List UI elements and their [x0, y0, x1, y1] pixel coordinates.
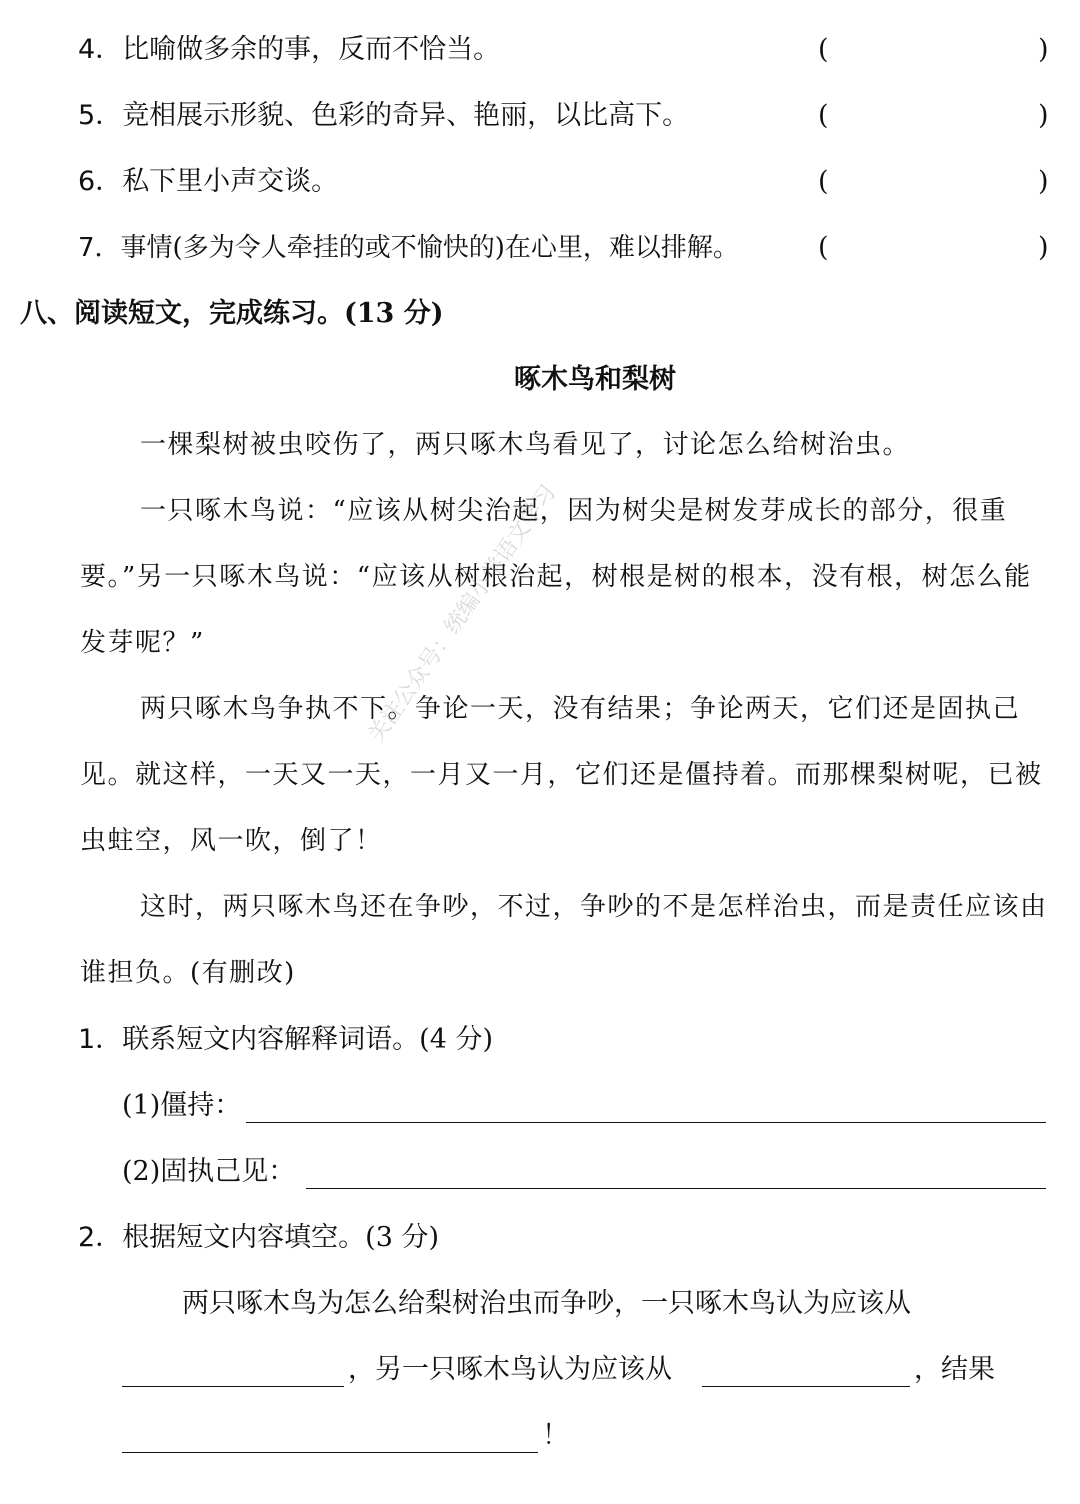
- item-5-answer-open[interactable]: (: [818, 100, 829, 131]
- fill-line-1: [182, 1284, 911, 1324]
- item-5: [78, 96, 689, 136]
- item-4-answer-open[interactable]: (: [818, 34, 829, 65]
- item-4: [78, 30, 500, 70]
- sub-2-answer-line[interactable]: [306, 1158, 1046, 1189]
- watermark: 关注公众号：统编小学语文学习: [364, 480, 562, 748]
- item-5-answer-close: ): [1038, 100, 1049, 131]
- fill-part-3: ，结果: [914, 1354, 995, 1385]
- fill-blank-1[interactable]: [122, 1356, 344, 1387]
- item-6-text: 私下里小声交谈。: [122, 166, 339, 197]
- fill-part-2: ，另一只啄木鸟认为应该从: [348, 1354, 672, 1385]
- item-5-text: 竞相展示形貌、色彩的奇异、艳丽，以比高下。: [122, 100, 690, 131]
- fill-end: ！: [542, 1420, 569, 1451]
- question-2-text: 根据短文内容填空。(3 分): [122, 1222, 440, 1253]
- story-title: 啄木鸟和梨树: [514, 364, 676, 395]
- story-paragraph-2: 一只啄木鸟说：“应该从树尖治起，因为树尖是树发芽成长的部分，很重要。”另一只啄木鸟说：“应该从树根治起，树根是树的根本，没有根，树怎么能发芽呢？”: [80, 496, 1032, 658]
- story-body: [80, 412, 1050, 1006]
- question-1: [78, 1020, 493, 1060]
- fill-part-1: 两只啄木鸟为怎么给梨树治虫而争吵，一只啄木鸟认为应该从: [182, 1288, 911, 1319]
- question-2-number: 2．: [78, 1222, 123, 1253]
- question-2: [78, 1218, 439, 1258]
- fill-blank-2[interactable]: [702, 1356, 910, 1387]
- sub-2-label: (2)固执己见：: [122, 1156, 296, 1187]
- question-1-text: 联系短文内容解释词语。(4 分): [122, 1024, 494, 1055]
- story-paragraph-1: 一棵梨树被虫咬伤了，两只啄木鸟看见了，讨论怎么给树治虫。: [140, 430, 911, 460]
- story-paragraph-4: 这时，两只啄木鸟还在争吵，不过，争吵的不是怎样治虫，而是责任应该由谁担负。(有删改): [80, 892, 1048, 988]
- sub-1-label: (1)僵持：: [122, 1090, 242, 1121]
- item-6: [78, 162, 338, 202]
- question-1-sub-2: [122, 1152, 295, 1192]
- item-7-text: 事情(多为令人牵挂的或不愉快的)在心里，难以排解。: [120, 233, 739, 263]
- item-4-number: 4．: [78, 34, 123, 65]
- question-1-number: 1．: [78, 1024, 123, 1055]
- item-7-number: 7．: [78, 233, 121, 263]
- item-5-number: 5．: [78, 100, 123, 131]
- question-1-sub-1: [122, 1086, 241, 1126]
- section-heading: 八、阅读短文，完成练习。(13 分): [20, 298, 444, 329]
- item-7-answer-open[interactable]: (: [818, 232, 829, 263]
- item-6-answer-close: ): [1038, 166, 1049, 197]
- fill-blank-3[interactable]: [122, 1422, 538, 1453]
- item-6-number: 6．: [78, 166, 123, 197]
- item-7: [78, 228, 739, 268]
- sub-1-answer-line[interactable]: [246, 1092, 1046, 1123]
- story-paragraph-3: 两只啄木鸟争执不下。争论一天，没有结果；争论两天，它们还是固执己见。就这样，一天又一天，一月又一月，它们还是僵持着。而那棵梨树呢，已被虫蛀空，风一吹，倒了！: [80, 694, 1043, 856]
- item-4-answer-close: ): [1038, 34, 1049, 65]
- item-4-text: 比喻做多余的事，反而不恰当。: [122, 34, 501, 65]
- item-6-answer-open[interactable]: (: [818, 166, 829, 197]
- item-7-answer-close: ): [1038, 232, 1049, 263]
